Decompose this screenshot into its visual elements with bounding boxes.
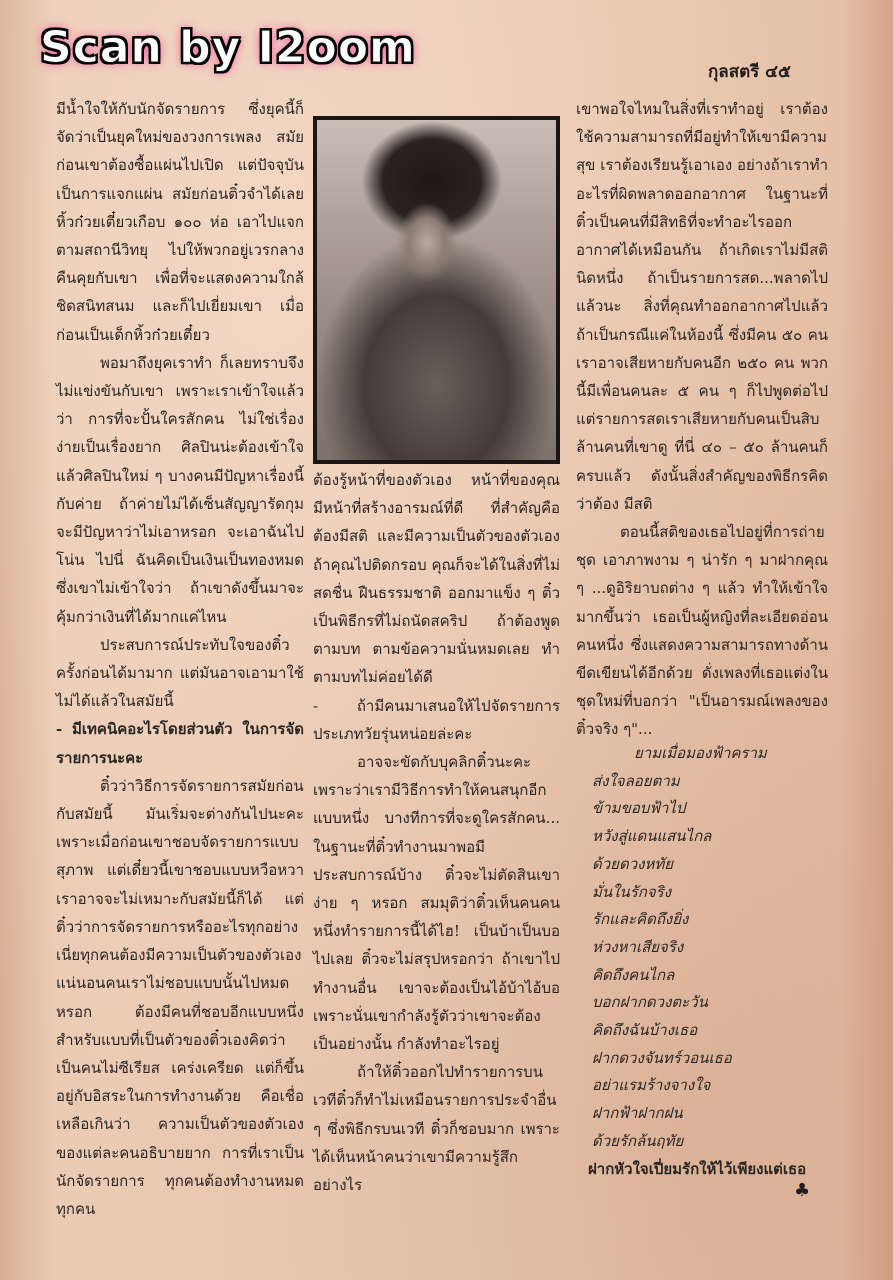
lyric-line: ยามเมื่อมองฟ้าคราม (634, 744, 767, 762)
song-lyrics (588, 740, 828, 1183)
paragraph: ติ๋วว่าวิธีการจัดรายการสมัยก่อนกับสมัยนี้ มันเริ่มจะต่างกันไปนะคะ เพราะเมื่อก่อนเขาชอบจัดรายการแบบสุภาพ แต่เดี๋ยวนี้เขาชอบแบบหวือหวา เราอาจจะไม่เหมาะกับสมัยนี้ก็ได้ แต่ติ๋วว่าการจัดรายการหรืออะไรทุกอย่างเนี่ยทุกคนต้องมีความเป็นตัวของตัวเอง แน่นอนคนเราไม่ชอบแบบนั้นไปหมดหรอก ต้องมีคนที่ชอบอีกแบบหนึ่ง สำหรับแบบที่เป็นตัวของติ๋วเองคิดว่า เป็นคนไม่ซีเรียส เคร่งเครียด แต่ก็ขึ้นอยู่กับอิสระในการทำงานด้วย คือเชื่อเหลือเกินว่า ความเป็นตัวของตัวเองของแต่ละคนอธิบายยาก การที่เราเป็นนักจัดรายการ ทุกคนต้องทำงานหมด ทุกคน (56, 776, 304, 1218)
paragraph: ถ้าให้ติ๋วออกไปทำรายการบนเวทีติ๋วก็ทำไม่เหมือนรายการประจำอื่น ๆ ซึ่งพิธีกรบนเวที ติ๋วก็ชอบมาก เพราะได้เห็นหน้าคนว่าเขามีความรู้สึกอย่างไร (313, 1063, 560, 1195)
scan-watermark: Scan by I2oom (40, 22, 416, 73)
lyric-line: หวังสู่แดนแสนไกล (592, 827, 712, 846)
lyric-line: ด้วยดวงหทัย (592, 854, 674, 873)
lyric-line: ส่งใจลอยตาม (592, 771, 680, 790)
lyric-line: มั่นในรักจริง (592, 882, 672, 901)
left-column (56, 95, 304, 1223)
paragraph: ประสบการณ์ประทับใจของติ๋วครั้งก่อนได้มามาก แต่มันอาจเอามาใช้ไม่ได้แล้วในสมัยนี้ (56, 635, 304, 711)
lyric-line: ฝากดวงจันทร์วอนเธอ (592, 1048, 732, 1067)
middle-column (313, 466, 560, 1199)
paragraph: เขาพอใจไหมในสิ่งที่เราทำอยู่ เราต้องใช้ความสามารถที่มีอยู่ทำให้เขามีความสุข เราต้องเรียนรู้เอาเอง อย่างถ้าเราทำอะไรที่ผิดพลาดออกอากาศ ในฐานะที่ติ๋วเป็นคนที่มีสิทธิที่จะทำอะไรออกอากาศได้เหมือนกัน ถ้าเกิดเราไม่มีสตินิดหนึ่ง ถ้าเป็นรายการสด...พลาดไปแล้วนะ สิ่งที่คุณทำออกอากาศไปแล้วถ้าเป็นกรณีแค่ในห้องนี้ ซึ่งมีคน ๕๐ คน เราอาจเสียหายกับคนอีก ๒๕๐ คน พวกนี้มีเพื่อนคนละ ๕ คน ๆ ก็ไปพูดต่อไป แต่รายการสดเราเสียหายกับคนเป็นสิบล้านคนที่เขาดู ที่นี่ ๔๐ – ๕๐ ล้านคนก็ครบแล้ว ดังนั้นสิ่งสำคัญของพิธีกรคิดว่าต้อง มีสติ (576, 100, 828, 513)
right-column (576, 95, 828, 744)
portrait-photo (313, 116, 560, 464)
lyric-line: ด้วยรักล้นฤทัย (592, 1131, 684, 1150)
lyric-line: ข้ามขอบฟ้าไป (592, 799, 686, 818)
lyric-line: ฝากฟ้าฝากฝน (592, 1104, 683, 1123)
paragraph: มีน้ำใจให้กับนักจัดรายการ ซึ่งยุคนี้ก็จัดว่าเป็นยุคใหม่ของวงการเพลง สมัยก่อนเขาต้องซื้อแผ่นไปเปิด แต่ปัจจุบันเป็นการแจกแผ่น สมัยก่อนติ๋วจำได้เลยหิ้วก๋วยเตี๋ยวเกือบ ๑๐๐ ห่อ เอาไปแจกตามสถานีวิทยุ ไปให้พวกอยู่เวรกลางคืนคุยกับเขา เพื่อที่จะแสดงความใกล้ชิดสนิทสนม และก็ไปเยี่ยมเขา เมื่อก่อนเป็นเด็กหิ้วก๋วยเตี๋ยว (56, 100, 304, 344)
paragraph: พอมาถึงยุคเราทำ ก็เลยทราบจึงไม่แข่งขันกับเขา เพราะเราเข้าใจแล้วว่า การที่จะปั้นใครสักคน ไม่ใช่เรื่องง่ายเป็นเรื่องยาก ศิลปินน่ะต้องเข้าใจ แล้วศิลปินใหม่ ๆ บางคนมีปัญหาเรื่องนี้กับค่าย ถ้าค่ายไม่ได้เซ็นสัญญารัดกุมจะมีปัญหาว่าไม่เอาหรอก จะเอาฉันไปโน่น ไปนี่ ฉันคิดเป็นเงินเป็นทองหมดซึ่งเขาไม่เข้าใจว่า ถ้าเขาดังขึ้นมาจะคุ้มกว่าเงินที่ได้มากแค่ไหน (56, 353, 304, 626)
interview-question: - มีเทคนิคอะไรโดยส่วนตัว ในการจัดรายการนะคะ (56, 720, 304, 767)
interview-question: - ถ้ามีคนมาเสนอให้ไปจัดรายการประเภทวัยรุ่นหน่อยล่ะคะ (313, 696, 560, 743)
paragraph: ตอนนี้สติของเธอไปอยู่ที่การถ่ายชุด เอาภาพงาม ๆ น่ารัก ๆ มาฝากคุณ ๆ ...ดูอิริยาบถต่าง ๆ แล้ว ทำให้เข้าใจมากขึ้นว่า เธอเป็นผู้หญิงที่ละเอียดอ่อนคนหนึ่ง ซึ่งแสดงความสามารถทางด้านขีดเขียนได้อีกด้วย ดั่งเพลงที่เธอแต่งในชุดใหม่ที่บอกว่า "เป็นอารมณ์เพลงของติ๋วจริง ๆ"... (576, 523, 828, 739)
paragraph: ต้องรู้หน้าที่ของตัวเอง หน้าที่ของคุณมีหน้าที่สร้างอารมณ์ที่ดี ที่สำคัญคือต้องมีสติ และมีความเป็นตัวของตัวเอง ถ้าคุณไปติดกรอบ คุณก็จะได้ในสิ่งที่ไม่สดชื่น ฝืนธรรมชาติ ออกมาแข็ง ๆ ติ๋วเป็นพิธีกรที่ไม่ถนัดสคริป ถ้าต้องพูดตามบท ตามข้อความนั่นหมดเลย ทำตามบทไม่ค่อยได้ดี (313, 471, 560, 687)
portrait-image (317, 120, 556, 460)
lyric-line: ห่วงหาเสียจริง (592, 937, 684, 956)
lyric-line: ฝากหัวใจเปี่ยมรักให้ไว้เพียงแต่เธอ (588, 1159, 807, 1178)
lyric-line: รักและคิดถึงยิ่ง (592, 910, 689, 929)
page-header-label: กุลสตรี ๔๕ (708, 62, 791, 82)
club-icon: ♣ (794, 1180, 811, 1201)
lyric-line: บอกฝากดวงตะวัน (592, 993, 708, 1012)
paragraph: อาจจะขัดกับบุคลิกติ๋วนะคะ เพราะว่าเรามีวิธีการทำให้คนสนุกอีกแบบหนึ่ง บางทีการที่จะดูใครสักคน... ในฐานะที่ติ๋วทำงานมาพอมีประสบการณ์บ้าง ติ๋วจะไม่ตัดสินเขาง่าย ๆ หรอก สมมุติว่าติ๋วเห็นคนคนหนึ่งทำรายการนี้ได้ไฮ! เป็นบ้าเป็นบอไปเลย ติ๋วจะไม่สรุปหรอกว่า ถ้าเขาไปทำงานอื่น เขาจะต้องเป็นไอ้บ้าไอ้บอ เพราะนั่นเขากำลังรู้ตัวว่าเขาจะต้องเป็นอย่างนั้น กำลังทำอะไรอยู่ (313, 753, 560, 1054)
lyric-line: คิดถึงฉันบ้างเธอ (592, 1021, 698, 1040)
lyric-line: อย่าแรมร้างจางใจ (592, 1076, 711, 1095)
lyric-line: คิดถึงคนไกล (592, 965, 675, 984)
